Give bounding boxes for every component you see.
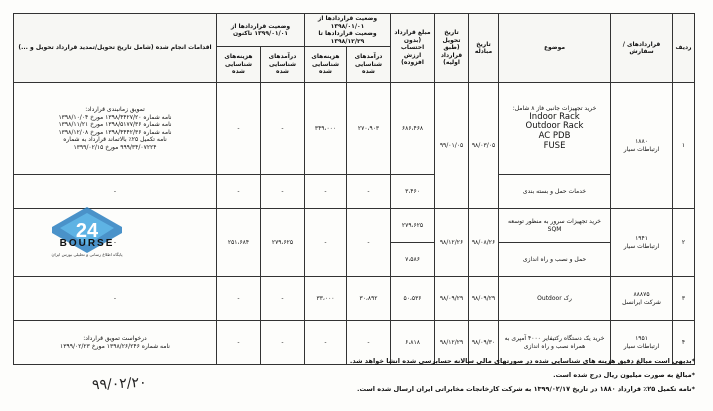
subject-cell: رک Outdoor <box>499 277 611 321</box>
subject-cell: خرید یک دستگاه رکتیفایر ۴۰۰۰ آمپری به همراه نصب و راه اندازی <box>499 321 611 365</box>
header-cost-2: هزینه‌های شناسایی شده <box>217 47 261 83</box>
subject-item: Outdoor Rack <box>525 121 584 132</box>
footnotes <box>95 354 695 396</box>
actions-cell <box>14 83 217 175</box>
revenue-1: - <box>347 175 391 209</box>
subject-cell: خرید تجهیزات سرور به منظور توسعه SQM <box>499 209 611 243</box>
cost-2: - <box>217 277 261 321</box>
footnote: *نامه تکمیل ۲۵٪ قرارداد ۱۸۸۰ در تاریخ ۱۳۹۹/۰۲/۱۷ به شرکت کارخانجات مخابراتی ایران ارسال شده است. <box>357 385 695 393</box>
actions-cell: - <box>14 175 217 209</box>
revenue-2: ۲۷۹،۶۲۵ <box>261 209 305 277</box>
contract-number: ۱۸۸۰ <box>635 138 648 145</box>
contract-number: ۱۹۵۱ <box>635 335 648 342</box>
delivery-date: ۹۸/۱۲/۲۹ <box>435 321 469 365</box>
action-line: نامه شماره ۱۳۹۸/۵۱۷۷/۳۶ مورخ ۱۳۹۸/۱۱/۲۱ <box>58 121 172 128</box>
revenue-2: - <box>261 277 305 321</box>
cost-2: ۲۵۱،۶۸۴ <box>217 209 261 277</box>
header-delivery-date: تاریخ تحویل (طبق قرارداد اولیه) <box>435 14 469 83</box>
cost-1: - <box>305 209 347 277</box>
header-subject: موضوع <box>499 14 611 83</box>
contract-number: ۸۸۸۷۵ <box>633 291 650 298</box>
subject-text: خرید تجهیزات جانبی فاز ۸ شامل: <box>512 105 597 113</box>
sign-date: ۹۸/۰۸/۲۶ <box>469 209 499 277</box>
contract-number: ۱۹۴۱ <box>635 235 648 242</box>
footnote: *مبالغ به صورت میلیون ریال درج شده است. <box>553 371 695 379</box>
revenue-2: - <box>261 175 305 209</box>
contract-party: ارتباطات سیار <box>623 145 660 153</box>
logo-word: BOURSE <box>59 238 115 249</box>
row-num: ۴ <box>673 321 695 365</box>
sub-amount: ۷،۵۸۶ <box>391 243 435 277</box>
sub-amount: ۳،۴۶۰ <box>391 175 435 209</box>
sub-subject: حمل و نصب و راه اندازی <box>499 243 611 277</box>
contract-cell <box>611 277 673 321</box>
action-line: نامه شماره ۱۳۹۸/۴۴۲۷/۲۰ مورخ ۱۳۹۸/۱۰/۰۴ <box>58 113 172 121</box>
subject-cell <box>499 83 611 175</box>
amount: ۲۷۹،۶۲۵ <box>391 209 435 243</box>
header-row-num: ردیف <box>673 14 695 83</box>
row-num: ۲ <box>673 209 695 277</box>
header-revenue-1: درآمدهای شناسایی شده <box>347 47 391 83</box>
delivery-date: ۹۸/۰۹/۲۹ <box>435 277 469 321</box>
header-cost-1: هزینه‌های شناسایی شده <box>305 47 347 83</box>
contract-party: شرکت ایرانسل <box>622 298 661 306</box>
cost-1: ۳۳،۰۰۰ <box>305 277 347 321</box>
revenue-2: - <box>261 321 305 365</box>
row-num: ۳ <box>673 277 695 321</box>
amount: ۵۰،۵۳۶ <box>391 277 435 321</box>
header-group-status-2: وضعیت قراردادها از ۱۳۹۹/۰۱/۰۱ تاکنون <box>217 14 305 47</box>
amount: ۶،۸۱۸ <box>391 321 435 365</box>
delivery-date: ۹۹/۰۱/۰۵ <box>435 83 469 209</box>
contract-party: ارتباطات سیار <box>623 242 660 250</box>
contract-cell <box>611 209 673 277</box>
action-line: تمویق زمانبندی قرارداد: <box>85 106 145 113</box>
footnote: *بدیهی است مبالغ دقیق هزینه های شناسایی شده در صورتهای مالی سالانه حسابرسی شده انشا خواهد شد. <box>349 357 695 365</box>
revenue-1: - <box>347 209 391 277</box>
header-actions: اقدامات انجام شده (شامل تاریخ تحویل/تمدید قرارداد تحویل و ...) <box>14 14 217 83</box>
sign-date: ۹۸/۰۳/۰۵ <box>469 83 499 209</box>
subject-item: FUSE <box>543 141 566 152</box>
subject-items <box>501 113 608 152</box>
delivery-date: ۹۸/۱۲/۲۶ <box>435 209 469 277</box>
action-line: درخواست تمویق قرارداد: <box>83 335 147 342</box>
header-group-status-1 <box>305 14 391 47</box>
header-group-status-1-label: وضعیت قراردادها تا ۱۳۹۸/۱۲/۲۹ <box>318 30 377 45</box>
logo-numeral: 24 <box>75 220 99 242</box>
cost-1: ۳۴۹،۰۰۰ <box>305 83 347 175</box>
revenue-1: ۲۷۰،۹۰۳ <box>347 83 391 175</box>
sub-subject: خدمات حمل و بسته بندی <box>499 175 611 209</box>
header-contract: قراردادهای / سفارش <box>611 14 673 83</box>
cost-2: - <box>217 175 261 209</box>
subject-item: Indoor Rack <box>529 111 580 122</box>
header-sign-date: تاریخ مبادله <box>469 14 499 83</box>
logo-subtitle: پایگاه اطلاع رسانی و تحلیلی بورس ایران <box>51 252 123 257</box>
cost-2: - <box>217 83 261 175</box>
contracts-table <box>13 13 695 365</box>
action-line: نامه تکمیل ۲۵٪ بالاتماند قرارداد به شماره <box>63 136 167 143</box>
amount: ۶۸۶،۴۶۸ <box>391 83 435 175</box>
table-row <box>14 83 695 175</box>
contract-cell <box>611 83 673 209</box>
action-line: نامه شماره ۱۳۹۸/۲۶/۲۴۶ مورخ ۱۳۹۹/۰۲/۲۳ <box>60 342 170 350</box>
header-amount: مبلغ قرارداد (بدون احتساب ارزش افزوده) <box>391 14 435 83</box>
actions-cell: - <box>14 277 217 321</box>
row-num: ۱ <box>673 83 695 209</box>
action-line: نامه شماره ۱۳۹۸/۴۴۴۲/۳۶ مورخ ۱۳۹۸/۱۲/۰۸ <box>58 128 172 136</box>
cost-1: - <box>305 175 347 209</box>
actions-cell: - <box>14 209 217 277</box>
sign-date: ۹۸/۰۹/۲۹ <box>469 277 499 321</box>
header-group-status-1-sub: وضعیت قراردادها از ۱۳۹۸/۰۱/۰۱ <box>317 15 378 30</box>
cost-2: - <box>217 321 261 365</box>
table-row <box>14 277 695 321</box>
cost-1: - <box>305 321 347 365</box>
revenue-1: ۳۰،۸۹۲ <box>347 277 391 321</box>
contract-party: ارتباطات سیار <box>623 342 660 350</box>
action-line: ۹۹۹/۳۴/۰۷۲۲۴ مورخ ۱۳۹۹/۰۲/۱۵ <box>73 143 157 151</box>
handwritten-date: ۹۹/۰۲/۲۰ <box>91 374 147 394</box>
revenue-1: - <box>347 321 391 365</box>
subject-item: AC PDB <box>538 131 571 142</box>
revenue-2: - <box>261 83 305 175</box>
header-revenue-2: درآمدهای شناسایی شده <box>261 47 305 83</box>
sign-date: ۹۸/۰۹/۳۰ <box>469 321 499 365</box>
